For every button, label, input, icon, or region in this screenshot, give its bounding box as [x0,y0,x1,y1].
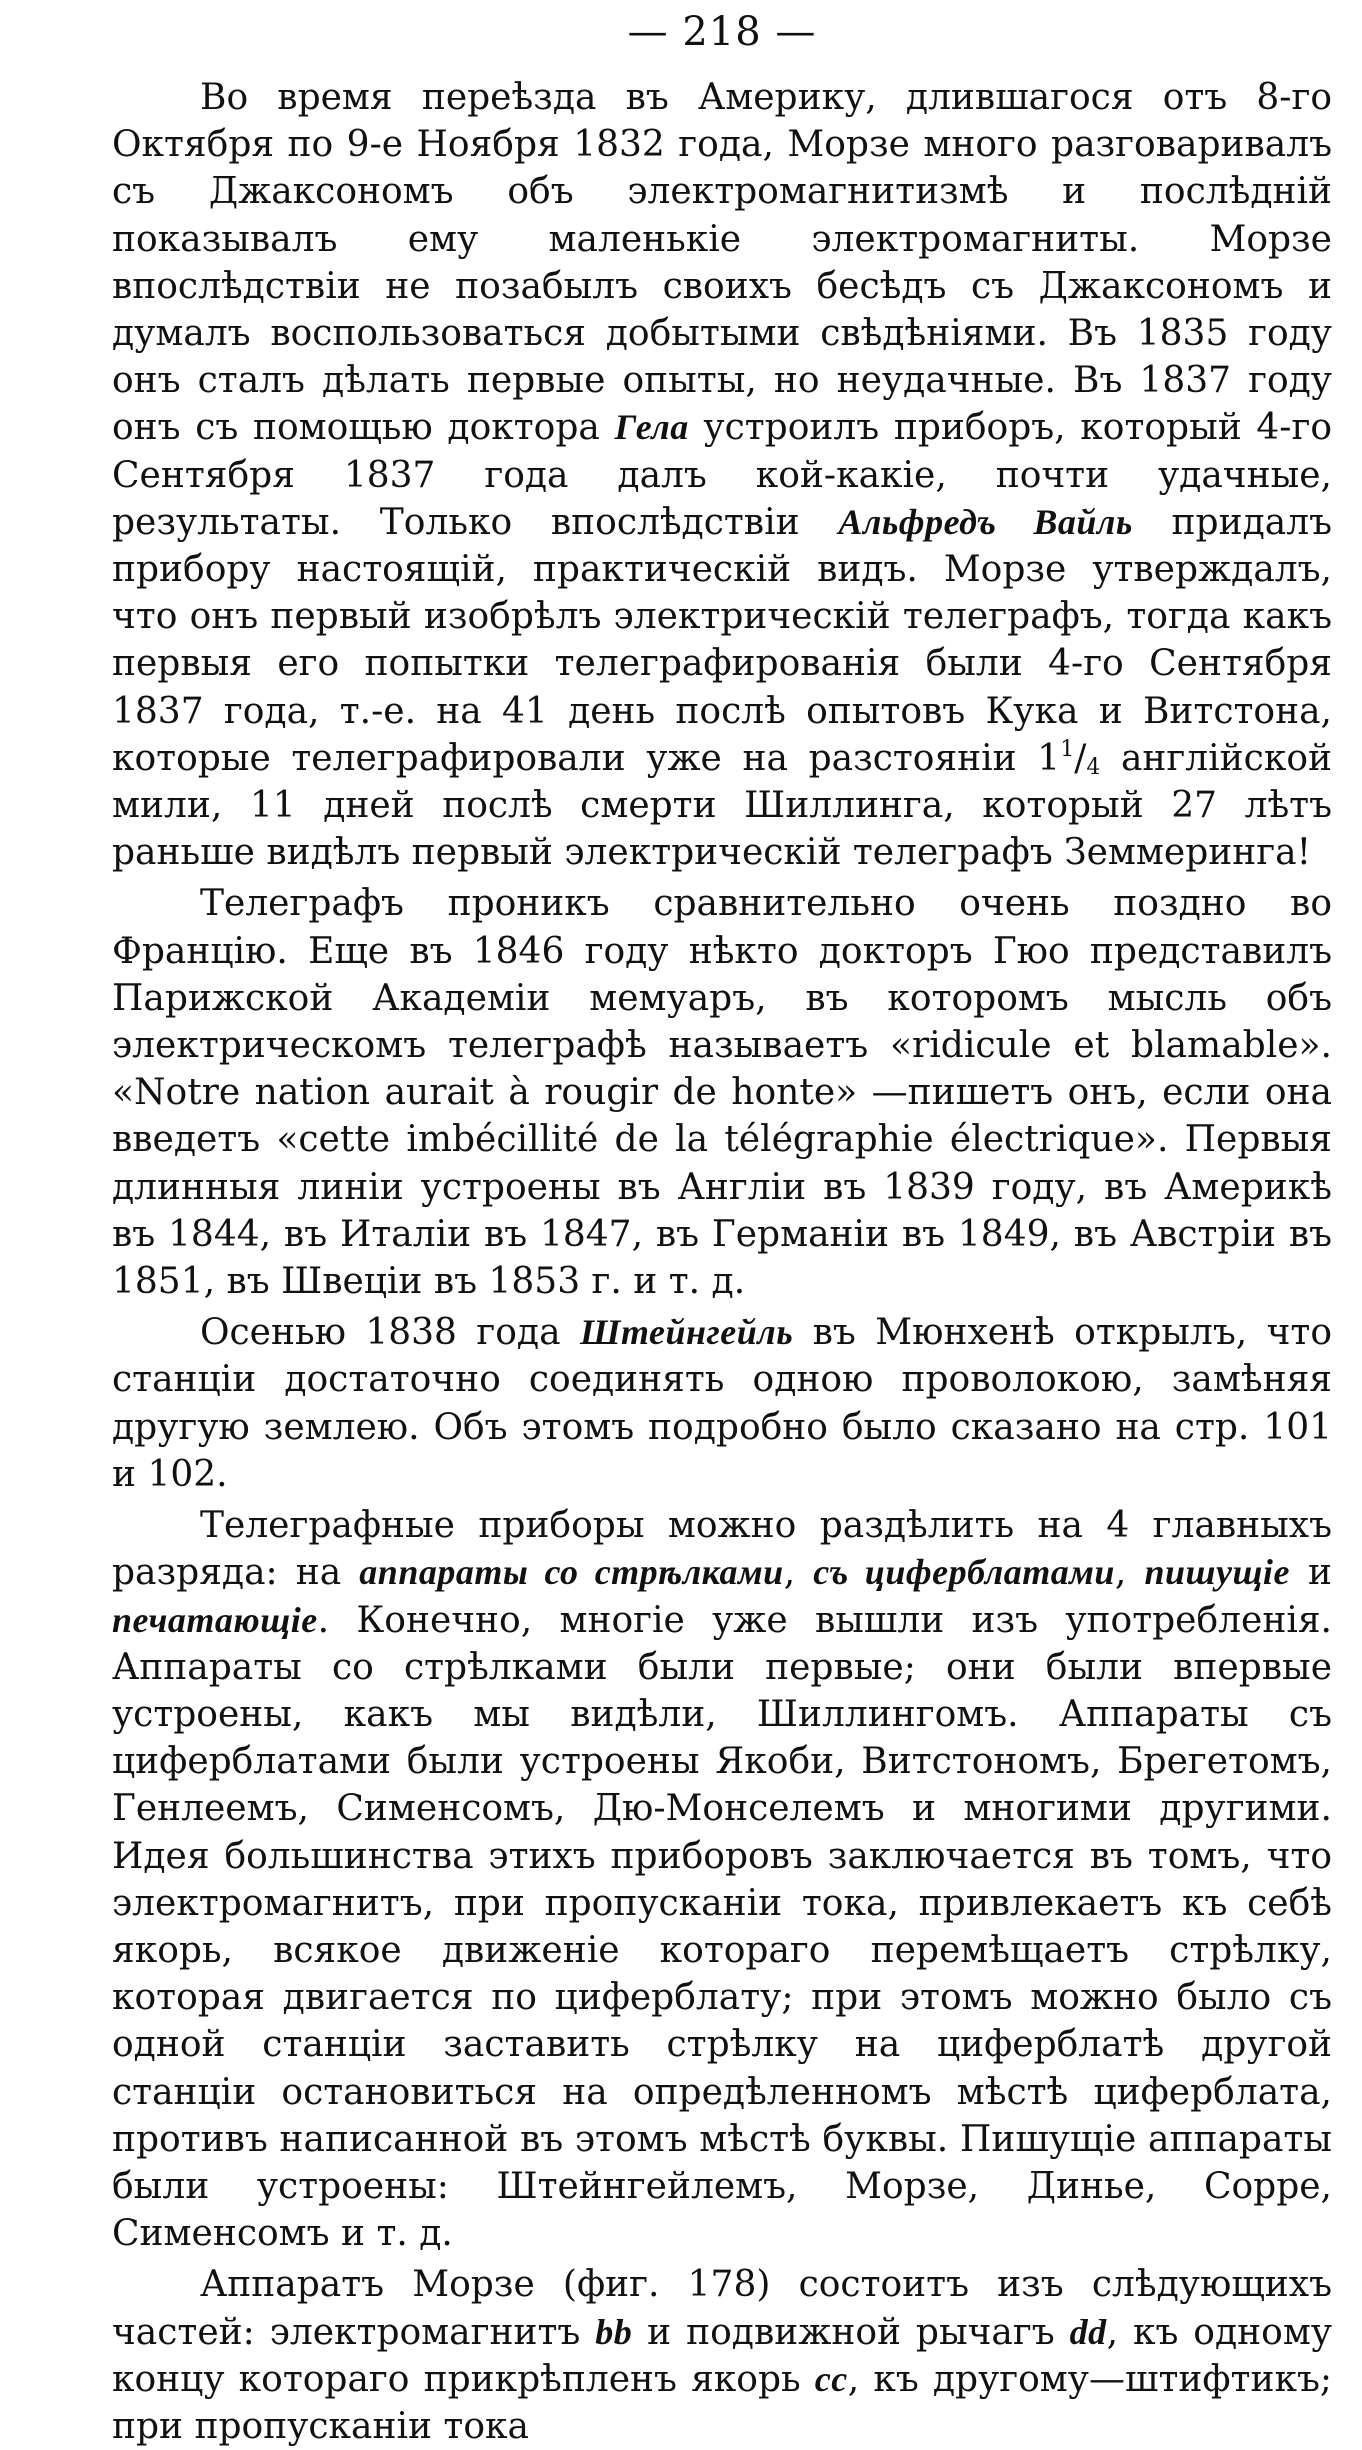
text-run: Аппаратъ Морзе (фиг. 178) состоитъ изъ слѣдующихъ частей: электромагнитъ [112,2264,1332,2353]
page-number: — 218 — [627,9,817,55]
italic-term-needles: аппараты со стрѣлками [359,1552,784,1593]
text-run: придалъ прибору настоящій, практическій видъ. Морзе утверждалъ, что онъ первый изобрѣлъ электрическій телеграфъ, тогда какъ первыя его попытки телеграфированія были 4-го Сентября 1837 года, т.-е. на 41 день послѣ опытовъ Кука и Витстона, которые телеграфировали уже на разстояніи 1 [112,501,1332,779]
paragraph-france: Телеграфъ проникъ сравнительно очень поздно во Францію. Еще въ 1846 году нѣкто докторъ Гюо представилъ Парижской Академіи мемуаръ, въ которомъ мысль объ электрическомъ телеграфѣ называетъ «ridicule et blamable». «Notre nation aurait à rougir de honte» —пишетъ онъ, если она введетъ «cette imbécillité de la télégraphie électrique». Первыя длинныя линіи устроены въ Англіи въ 1839 году, въ Америкѣ въ 1844, въ Италіи въ 1847, въ Германіи въ 1849, въ Австріи въ 1851, въ Швеціи въ 1853 г. и т. д. [112,883,1332,1303]
paragraph-apparatus-types [112,1502,1332,2257]
paragraph-morse-america: Во время переѣзда въ Америку, длившагося отъ 8-го Октября по 9-е Ноября 1832 года, Морзе много разговаривалъ съ Джаксономъ объ электромагнитизмѣ и послѣдній показывалъ ему маленькіе электромагниты. Морзе впослѣдствіи не позабылъ своихъ бесѣдъ съ Джаксономъ и думалъ воспользоваться добытыми свѣдѣніями. Въ 1835 году онъ сталъ дѣлать первые опыты, но неудачные. Въ 1837 году онъ съ помощью доктора Гела устроилъ приборъ, который 4-го Сентября 1837 года далъ кой-какіе, почти удачные, результаты. Только впослѣдствіи Альфредъ Вайль придалъ прибору настоящій, практическій видъ. Морзе утверждалъ, что онъ первый изобрѣлъ электрическій телеграфъ, тогда какъ первыя его попытки телеграфированія были 4-го Сентября 1837 года, т.-е. на 41 день послѣ опытовъ Кука и Витстона, которые телеграфировали уже на разстояніи $1^1/4$ англійской мили, 11 дней послѣ смерти Шиллинга, который 27 лѣтъ раньше видѣлъ первый электрическій телеграфъ Земмеринга! [112,77,1332,874]
text-run: , [1114,1552,1145,1594]
fraction-denominator: 4 [1086,754,1101,780]
italic-name-steinheil: Штейнгейль [579,1312,794,1353]
text-run: и подвижной рычагъ [632,2311,1070,2353]
text-run: Осенью 1838 года [200,1312,580,1354]
body-text [112,74,1332,2450]
paragraph-steinheil [112,1309,1332,1498]
italic-name-vail: Альфредъ Вайль [838,501,1133,542]
text-run: , къ одному концу котораго прикрѣпленъ якорь [112,2311,1332,2400]
italic-term-dials: съ циферблатами [813,1552,1115,1593]
text-run: Телеграфные приборы можно раздѣлить на 4 главныхъ разряда: на [112,1505,1332,1594]
text-run: Во время переѣзда въ Америку, длившагося отъ 8-го Октября по 9-е Ноября 1832 года, Морзе много разговаривалъ съ Джаксономъ объ электромагнитизмѣ и послѣдній показывалъ ему маленькіе электромагниты. Морзе впослѣдствіи не позабылъ своихъ бесѣдъ съ Джаксономъ и думалъ воспользоваться добытыми свѣдѣніями. Въ 1835 году онъ сталъ дѣлать первые опыты, но неудачные. Въ 1837 году онъ съ помощью доктора [112,77,1332,449]
text-run: устроилъ приборъ, который 4-го Сентября 1837 года далъ кой-какіе, почти удачные, результаты. Только впослѣдствіи [112,407,1332,543]
fraction-numerator: 1 [1060,736,1075,762]
italic-label-dd: dd [1069,2311,1107,2352]
italic-term-printing: печатающіе [112,1599,318,1640]
italic-label-bb: bb [595,2311,633,2352]
italic-term-writing: пишущіе [1144,1552,1290,1593]
text-run: , къ другому—штифтикъ; при пропусканіи тока [112,2358,1332,2447]
text-run: , [783,1552,814,1594]
book-page [112,0,1333,2447]
italic-label-cc: cc [814,2358,848,2399]
paragraph-morse-apparatus [112,2261,1332,2450]
italic-name-gel: Гела [614,407,689,448]
text-run: въ Мюнхенѣ открылъ, что станціи достаточно соединять одною проволокою, замѣняя другую землею. Объ этомъ подробно было сказано на стр. 101 и 102. [112,1312,1332,1495]
text-run: англійской мили, 11 дней послѣ смерти Шиллинга, который 27 лѣтъ раньше видѣлъ первый электрическій телеграфъ Земмеринга! [112,737,1332,874]
text-run: . Конечно, многіе уже вышли изъ употребленія. Аппараты со стрѣлками были первые; они были впервые устроены, какъ мы видѣли, Шиллингомъ. Аппараты съ циферблатами были устроены Якоби, Витстономъ, Брегетомъ, Генлеемъ, Сименсомъ, Дю-Монселемъ и многими другими. Идея большинства этихъ приборовъ заключается въ томъ, что электромагнитъ, при пропусканіи тока, привлекаетъ къ себѣ якорь, всякое движеніе котораго перемѣщаетъ стрѣлку, которая двигается по циферблату; при этомъ можно было съ одной станціи заставить стрѣлку на циферблатѣ другой станціи остановиться на опредѣленномъ мѣстѣ циферблата, противъ написанной въ этомъ мѣстѣ буквы. Пишущіе аппараты были устроены: Штейнгейлемъ, Морзе, Динье, Сорре, Сименсомъ и т. д. [112,1599,1332,2255]
text-run: и [1289,1552,1333,1594]
